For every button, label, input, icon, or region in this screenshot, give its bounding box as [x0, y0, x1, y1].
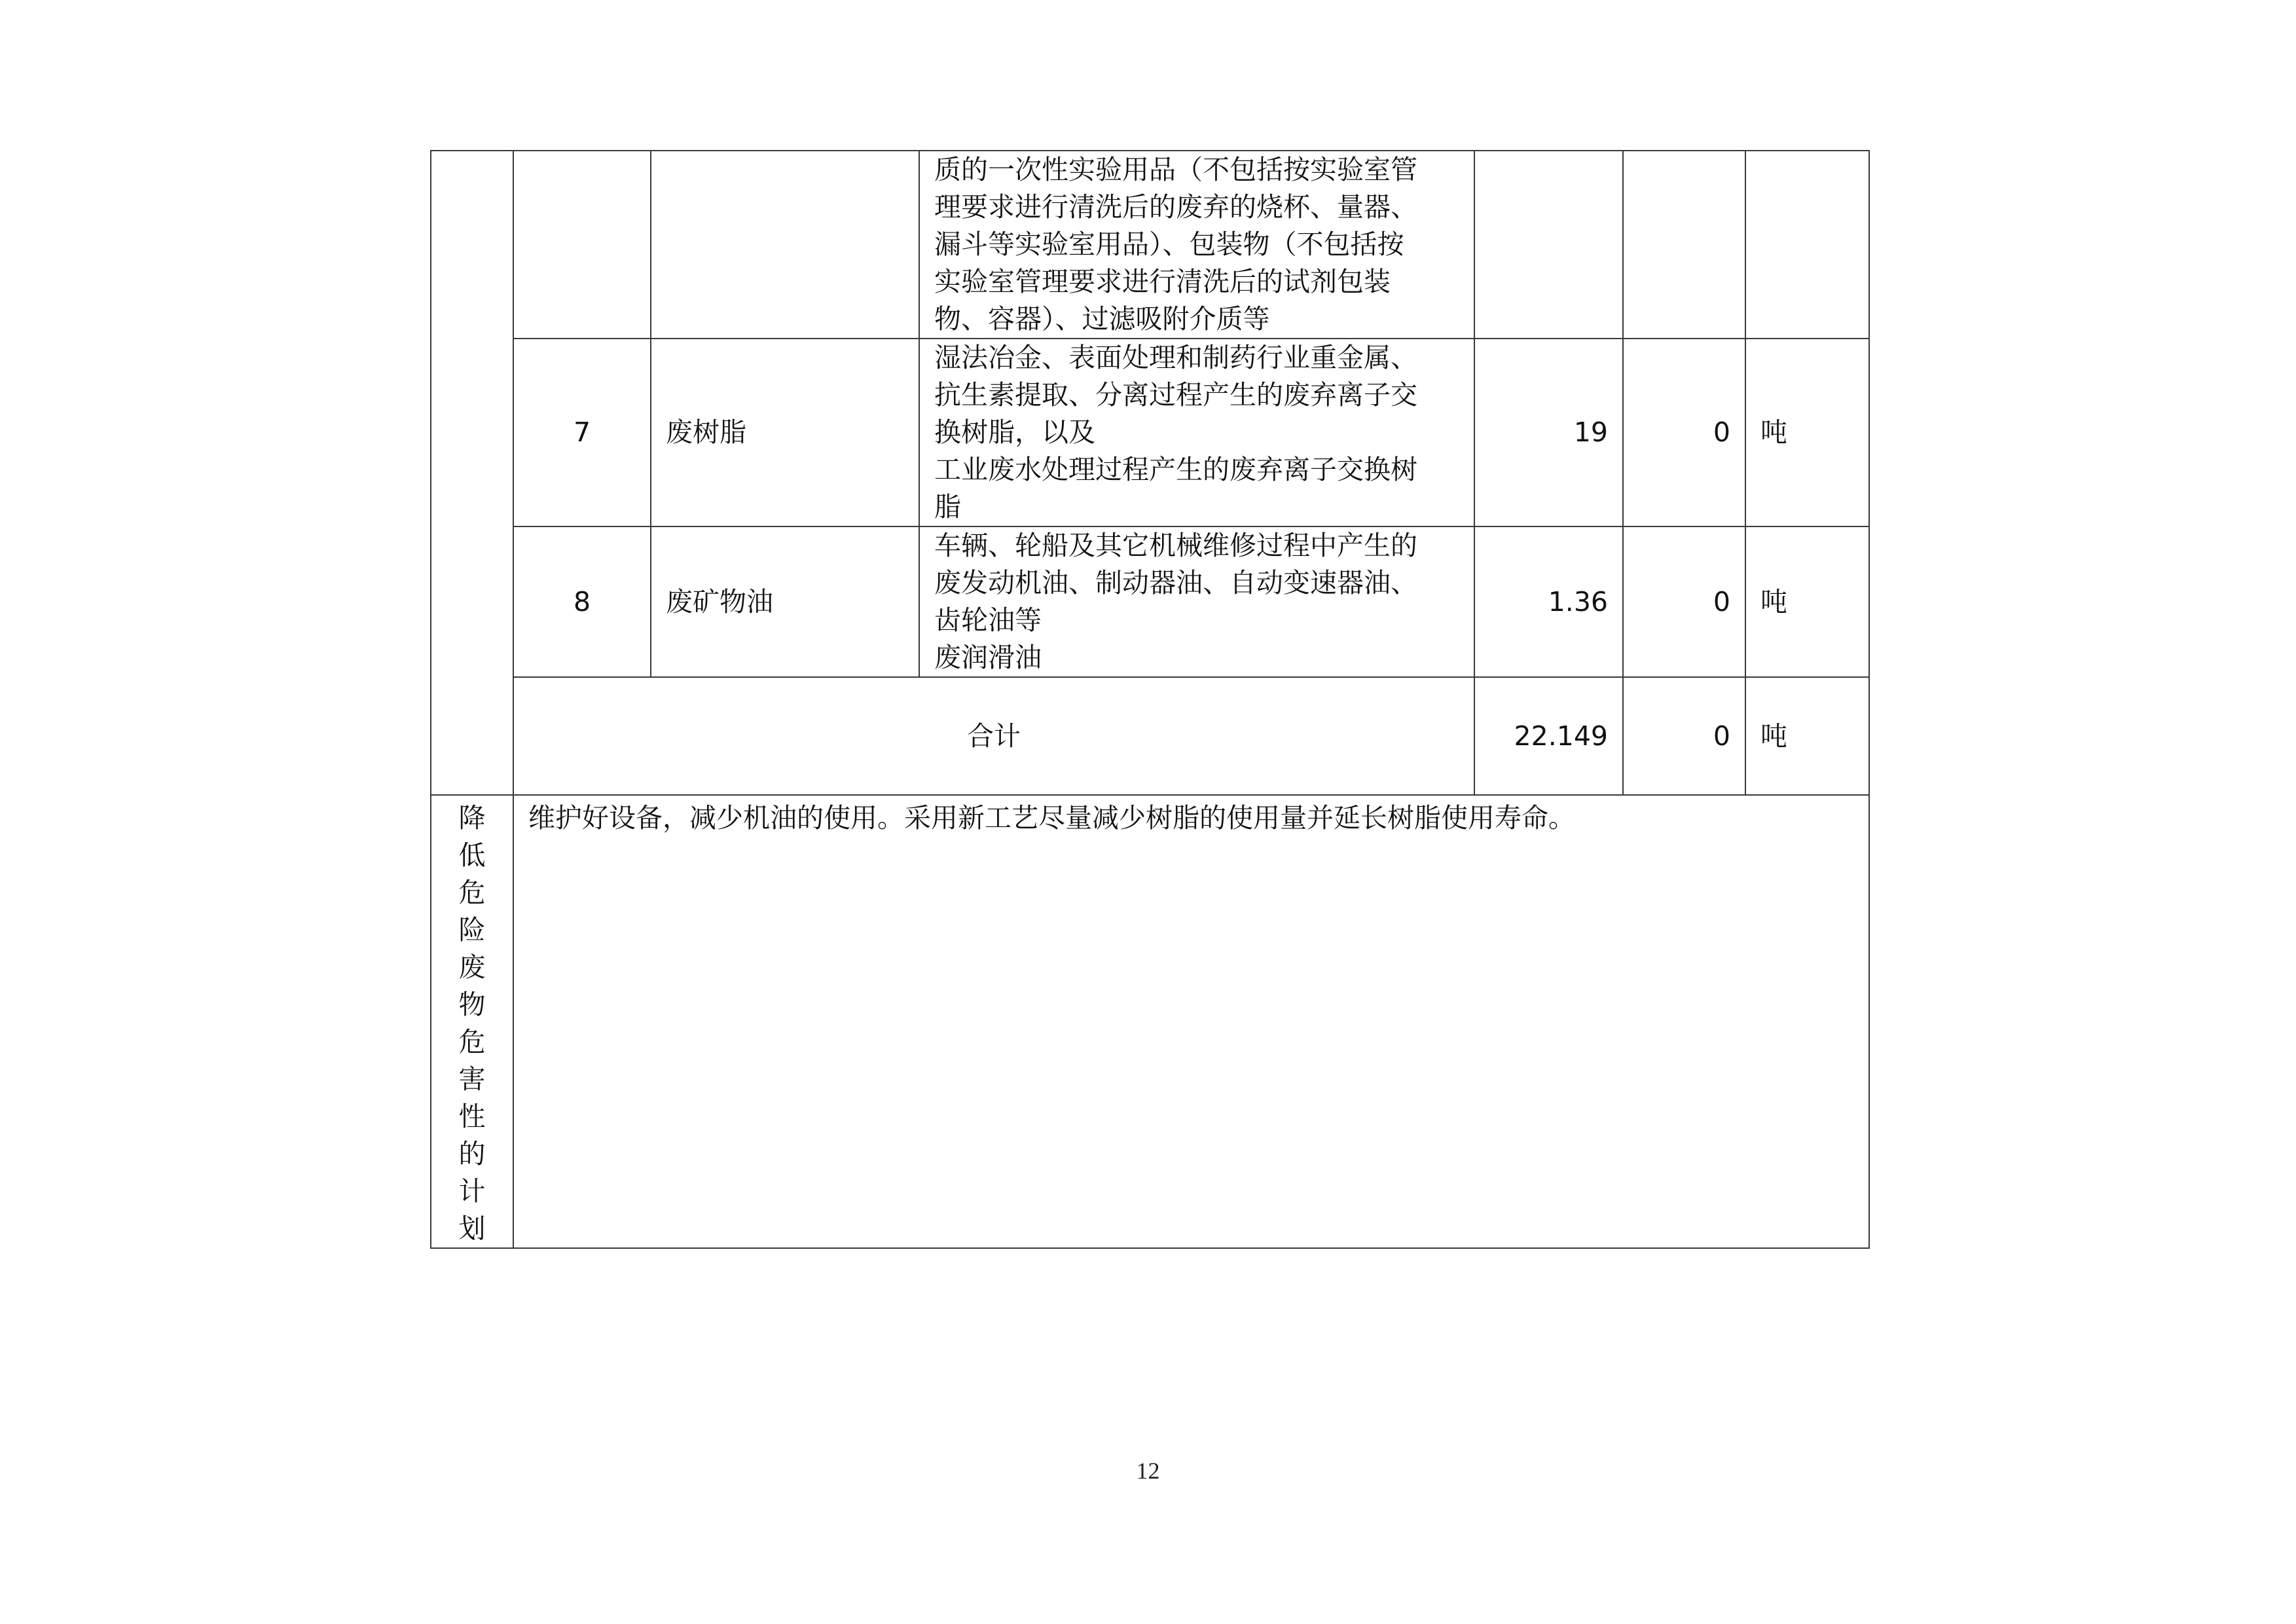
total-unit: 吨: [1745, 677, 1869, 795]
description-line: 换树脂，以及: [934, 416, 1095, 448]
description-line: 漏斗等实验室用品）、包装物（不包括按: [934, 229, 1404, 260]
plan-label-char: 低: [458, 840, 486, 871]
description-line: 齿轮油等: [934, 604, 1042, 636]
plan-label-char: 废: [458, 951, 486, 983]
description-line: 抗生素提取、分离过程产生的废弃离子交: [934, 379, 1417, 411]
plan-text: 维护好设备，减少机油的使用。采用新工艺尽量减少树脂的使用量并延长树脂使用寿命。: [513, 795, 1869, 1248]
plan-label: [431, 795, 513, 1248]
description-line: 质的一次性实验用品（不包括按实验室管: [934, 154, 1417, 185]
value1: 1.36: [1474, 526, 1623, 677]
unit: 吨: [1745, 339, 1869, 526]
plan-label-char: 物: [458, 989, 486, 1020]
plan-label-char: 的: [458, 1138, 486, 1170]
unit: 吨: [1745, 526, 1869, 677]
page-number: 12: [1136, 1458, 1160, 1484]
description-cell: [919, 151, 1474, 339]
plan-label-char: 危: [458, 1026, 486, 1058]
row-number: 7: [513, 339, 651, 526]
number-cell: [513, 151, 651, 339]
total-value2: 0: [1623, 677, 1745, 795]
description-line: 车辆、轮船及其它机械维修过程中产生的: [934, 530, 1417, 561]
total-value1: 22.149: [1474, 677, 1623, 795]
value2-cell: [1623, 151, 1745, 339]
plan-label-char: 性: [458, 1101, 486, 1132]
description-line: 实验室管理要求进行清洗后的试剂包装: [934, 266, 1391, 297]
plan-row: [431, 795, 1869, 1248]
description-cell: [919, 339, 1474, 526]
name-cell: [651, 151, 919, 339]
description-line: 工业废水处理过程产生的废弃离子交换树: [934, 454, 1417, 485]
value2: 0: [1623, 526, 1745, 677]
waste-name: 废树脂: [651, 339, 919, 526]
plan-label-char: 计: [458, 1175, 486, 1207]
description-line: 理要求进行清洗后的废弃的烧杯、量器、: [934, 191, 1417, 223]
description-line: 废发动机油、制动器油、自动变速器油、: [934, 567, 1417, 599]
table-row: [431, 339, 1869, 526]
table-row: [431, 526, 1869, 677]
description-line: 废润滑油: [934, 642, 1042, 673]
total-label: 合计: [513, 677, 1474, 795]
waste-name: 废矿物油: [651, 526, 919, 677]
row-number: 8: [513, 526, 651, 677]
description-line: 物、容器）、过滤吸附介质等: [934, 303, 1270, 335]
plan-label-char: 划: [458, 1213, 486, 1244]
plan-label-char: 危: [458, 877, 486, 908]
plan-label-char: 险: [458, 914, 486, 946]
description-line: 湿法冶金、表面处理和制药行业重金属、: [934, 342, 1417, 373]
description-line: 脂: [934, 491, 961, 523]
total-row: [431, 677, 1869, 795]
category-cell: [431, 151, 513, 795]
hazardous-waste-table: [430, 150, 1870, 1249]
table-row-continued: [431, 151, 1869, 339]
value1-cell: [1474, 151, 1623, 339]
value1: 19: [1474, 339, 1623, 526]
unit-cell: [1745, 151, 1869, 339]
plan-label-char: 降: [458, 802, 486, 834]
description-cell: [919, 526, 1474, 677]
value2: 0: [1623, 339, 1745, 526]
plan-label-char: 害: [458, 1063, 486, 1095]
